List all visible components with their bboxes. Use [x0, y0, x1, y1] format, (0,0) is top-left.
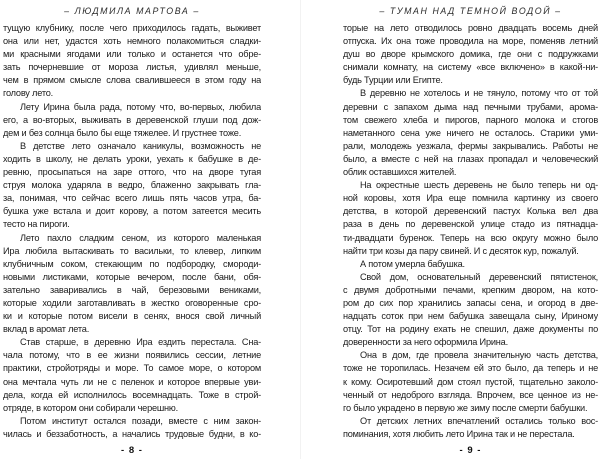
text-line: ки и которые потом висели в сенях, внося свой личный — [3, 311, 261, 322]
text-line: детства, в которой деревенский пастух Колька вел два — [343, 206, 598, 217]
text-line: чала потому, что в ее жизни появились сессии, летние — [3, 350, 261, 361]
running-head-title: – ТУМАН НАД ТЕМНОЙ ВОДОЙ – — [379, 6, 562, 16]
page-number-right: - 9 - — [459, 445, 482, 456]
text-line: бушка уже встала и доит корову, а потом затеется месить — [3, 206, 261, 217]
text-line: го было украдено в первую же зиму после смерти бабушки. — [343, 402, 588, 413]
text-line: было, а вместе с ней на глазах пропадал и человеческий — [343, 153, 598, 164]
text-line: ходить в школу, не делать уроки, уехать к бабушке в де- — [3, 153, 261, 164]
text-line: отряде, в котором они собирали черешню. — [3, 402, 178, 413]
text-line: дела, когда ей исполнилось восемнадцать. Тоже в строй- — [3, 389, 261, 400]
text-line: дем и без солнца было бы еще тяжелее. И грустнее тоже. — [3, 127, 242, 138]
text-line: Став старше, в деревню Ира ездить перестала. Сна- — [20, 337, 261, 348]
text-line: Ира любила вытаскивать то васильки, то клевер, липким — [3, 245, 261, 256]
text-line: доверенности за него оформила Ирина. — [343, 337, 508, 348]
text-line: Она в дом, где провела значительную часть детства, — [360, 350, 598, 361]
text-line: его, а во-вторых, выживать в деревенской глуши под дож- — [3, 114, 261, 125]
text-line: наметанного сена уже ничего не осталось. Старики уми- — [343, 127, 598, 138]
text-line: ти-двадцати буренок. Теперь на всю округу можно было — [343, 232, 598, 243]
text-line: клубничным соком, стекающим по подбородку, смороди- — [3, 258, 261, 269]
text-line: будь Турции или Египте. — [343, 75, 443, 86]
text-line: торые на лето отводилось ровно двадцать восемь дней — [343, 23, 598, 33]
text-line: она мечтала чуть ли не с пеленок и которое впервые уви- — [3, 376, 261, 387]
text-line: практики, стройотряды и море. То самое море, о котором — [3, 363, 261, 374]
text-line: ми красными ягодами или только и останется что обре- — [3, 49, 261, 60]
text-line: ром до сих пор хранились запасы сена, и огород в две- — [343, 297, 598, 308]
text-line: зательно заваривались в чай, березовыми вениками, — [3, 284, 261, 295]
text-line: ревню, просыпаться на заре оттого, что на дворе тугая — [3, 167, 261, 178]
text-line: отцу. Тот на родину ехать не спешил, даже документы по — [343, 324, 598, 335]
text-line: В детстве лето означало каникулы, возможность не — [20, 140, 261, 151]
text-line: Лето пахло сладким сеном, из которого маленькая — [20, 232, 261, 243]
text-line: ченный от недоброго взгляда. Впрочем, все ценное из не- — [343, 389, 598, 400]
text-line: Потом институт остался позади, вместе с ним закон- — [20, 415, 261, 426]
text-line: к кому. Осиротевший дом стоял пустой, тщательно заколо- — [343, 376, 598, 387]
text-line: тущую клубнику, после чего приходилось гадать, выживет — [3, 23, 261, 33]
text-line: поминания, хотя любить лето Ирина так и не перестала. — [343, 428, 575, 439]
text-line: за, понимая, что сейчас всего лишь пять часов утра, ба- — [3, 193, 261, 204]
text-line: отпуска. Их она тоже проводила на море, поменяв летний — [343, 36, 598, 47]
text-line: А потом умерла бабушка. — [360, 258, 465, 269]
text-line: На окрестные шесть деревень не было теперь ни од- — [360, 180, 598, 191]
text-line: От детских летних впечатлений остались только вос- — [360, 415, 598, 426]
text-line: надцать соток при нем бабушка завещала сыну, Ириному — [343, 311, 598, 322]
text-line: новыми листиками, которые вечером, после бани, обя- — [3, 271, 261, 282]
text-line: В деревню не хотелось и не тянуло, потому что от той — [360, 88, 598, 99]
running-head-author: – ЛЮДМИЛА МАРТОВА – — [64, 6, 200, 16]
text-line: найти три козы да пару свиней. И с десяток кур, пожалуй. — [343, 245, 579, 256]
text-line: рали, молодежь уезжала, фермы закрывались. Работы не — [343, 140, 598, 151]
text-line: с двумя добротными печами, крепким двором, на кото- — [343, 284, 598, 295]
text-line: ной коровы, хотя Ира еще помнила картинку из своего — [343, 193, 598, 204]
left-page-body-text — [3, 22, 261, 441]
page-number-left: - 8 - — [121, 445, 143, 456]
text-line: голову лето. — [3, 88, 53, 99]
text-line: том свежего хлеба и пирогов, парного молока и стогов — [343, 114, 598, 125]
text-line: она или нет, удастся хоть немного полакомиться сладки- — [3, 36, 261, 47]
text-line: Свой дом, основательный деревенский пятистенок, — [360, 271, 598, 282]
text-line: деревни с запахом дыма над печными трубами, арома- — [343, 101, 598, 112]
text-line: чем в прямом смысле слова свалившееся в этом году на — [3, 75, 261, 86]
right-page-body-text — [343, 22, 598, 441]
text-line: тоже не торопилась. Незачем ей это было, да теперь и не — [343, 363, 598, 374]
text-line: зать почерневшие от мороза листья, удивлял меньше, — [3, 62, 261, 73]
text-line: струя молока ударяла в ведро, блаженно закрывать гла- — [3, 180, 261, 191]
text-line: снимали комнату, на систему «все включено» в какой-ни- — [343, 62, 598, 73]
text-line: Лету Ирина была рада, потому что, во-первых, любила — [20, 101, 261, 112]
page-gutter-seam — [300, 0, 301, 459]
text-line: чилась и беззаботность, а начались трудовые будни, в ко- — [3, 428, 261, 439]
text-line: раза в день по деревенской улице стадо из пятнадца- — [343, 219, 598, 230]
text-line: вклад в аромат лета. — [3, 324, 90, 335]
text-line: облик оставшихся жителей. — [343, 167, 457, 178]
right-page — [300, 0, 600, 459]
text-line: душ во дворе крымского домика, где они с подружками — [343, 49, 598, 60]
text-line: которые ходили заготавливать в жестко оговоренные сро- — [3, 297, 261, 308]
text-line: тесто на пироги. — [3, 219, 70, 230]
